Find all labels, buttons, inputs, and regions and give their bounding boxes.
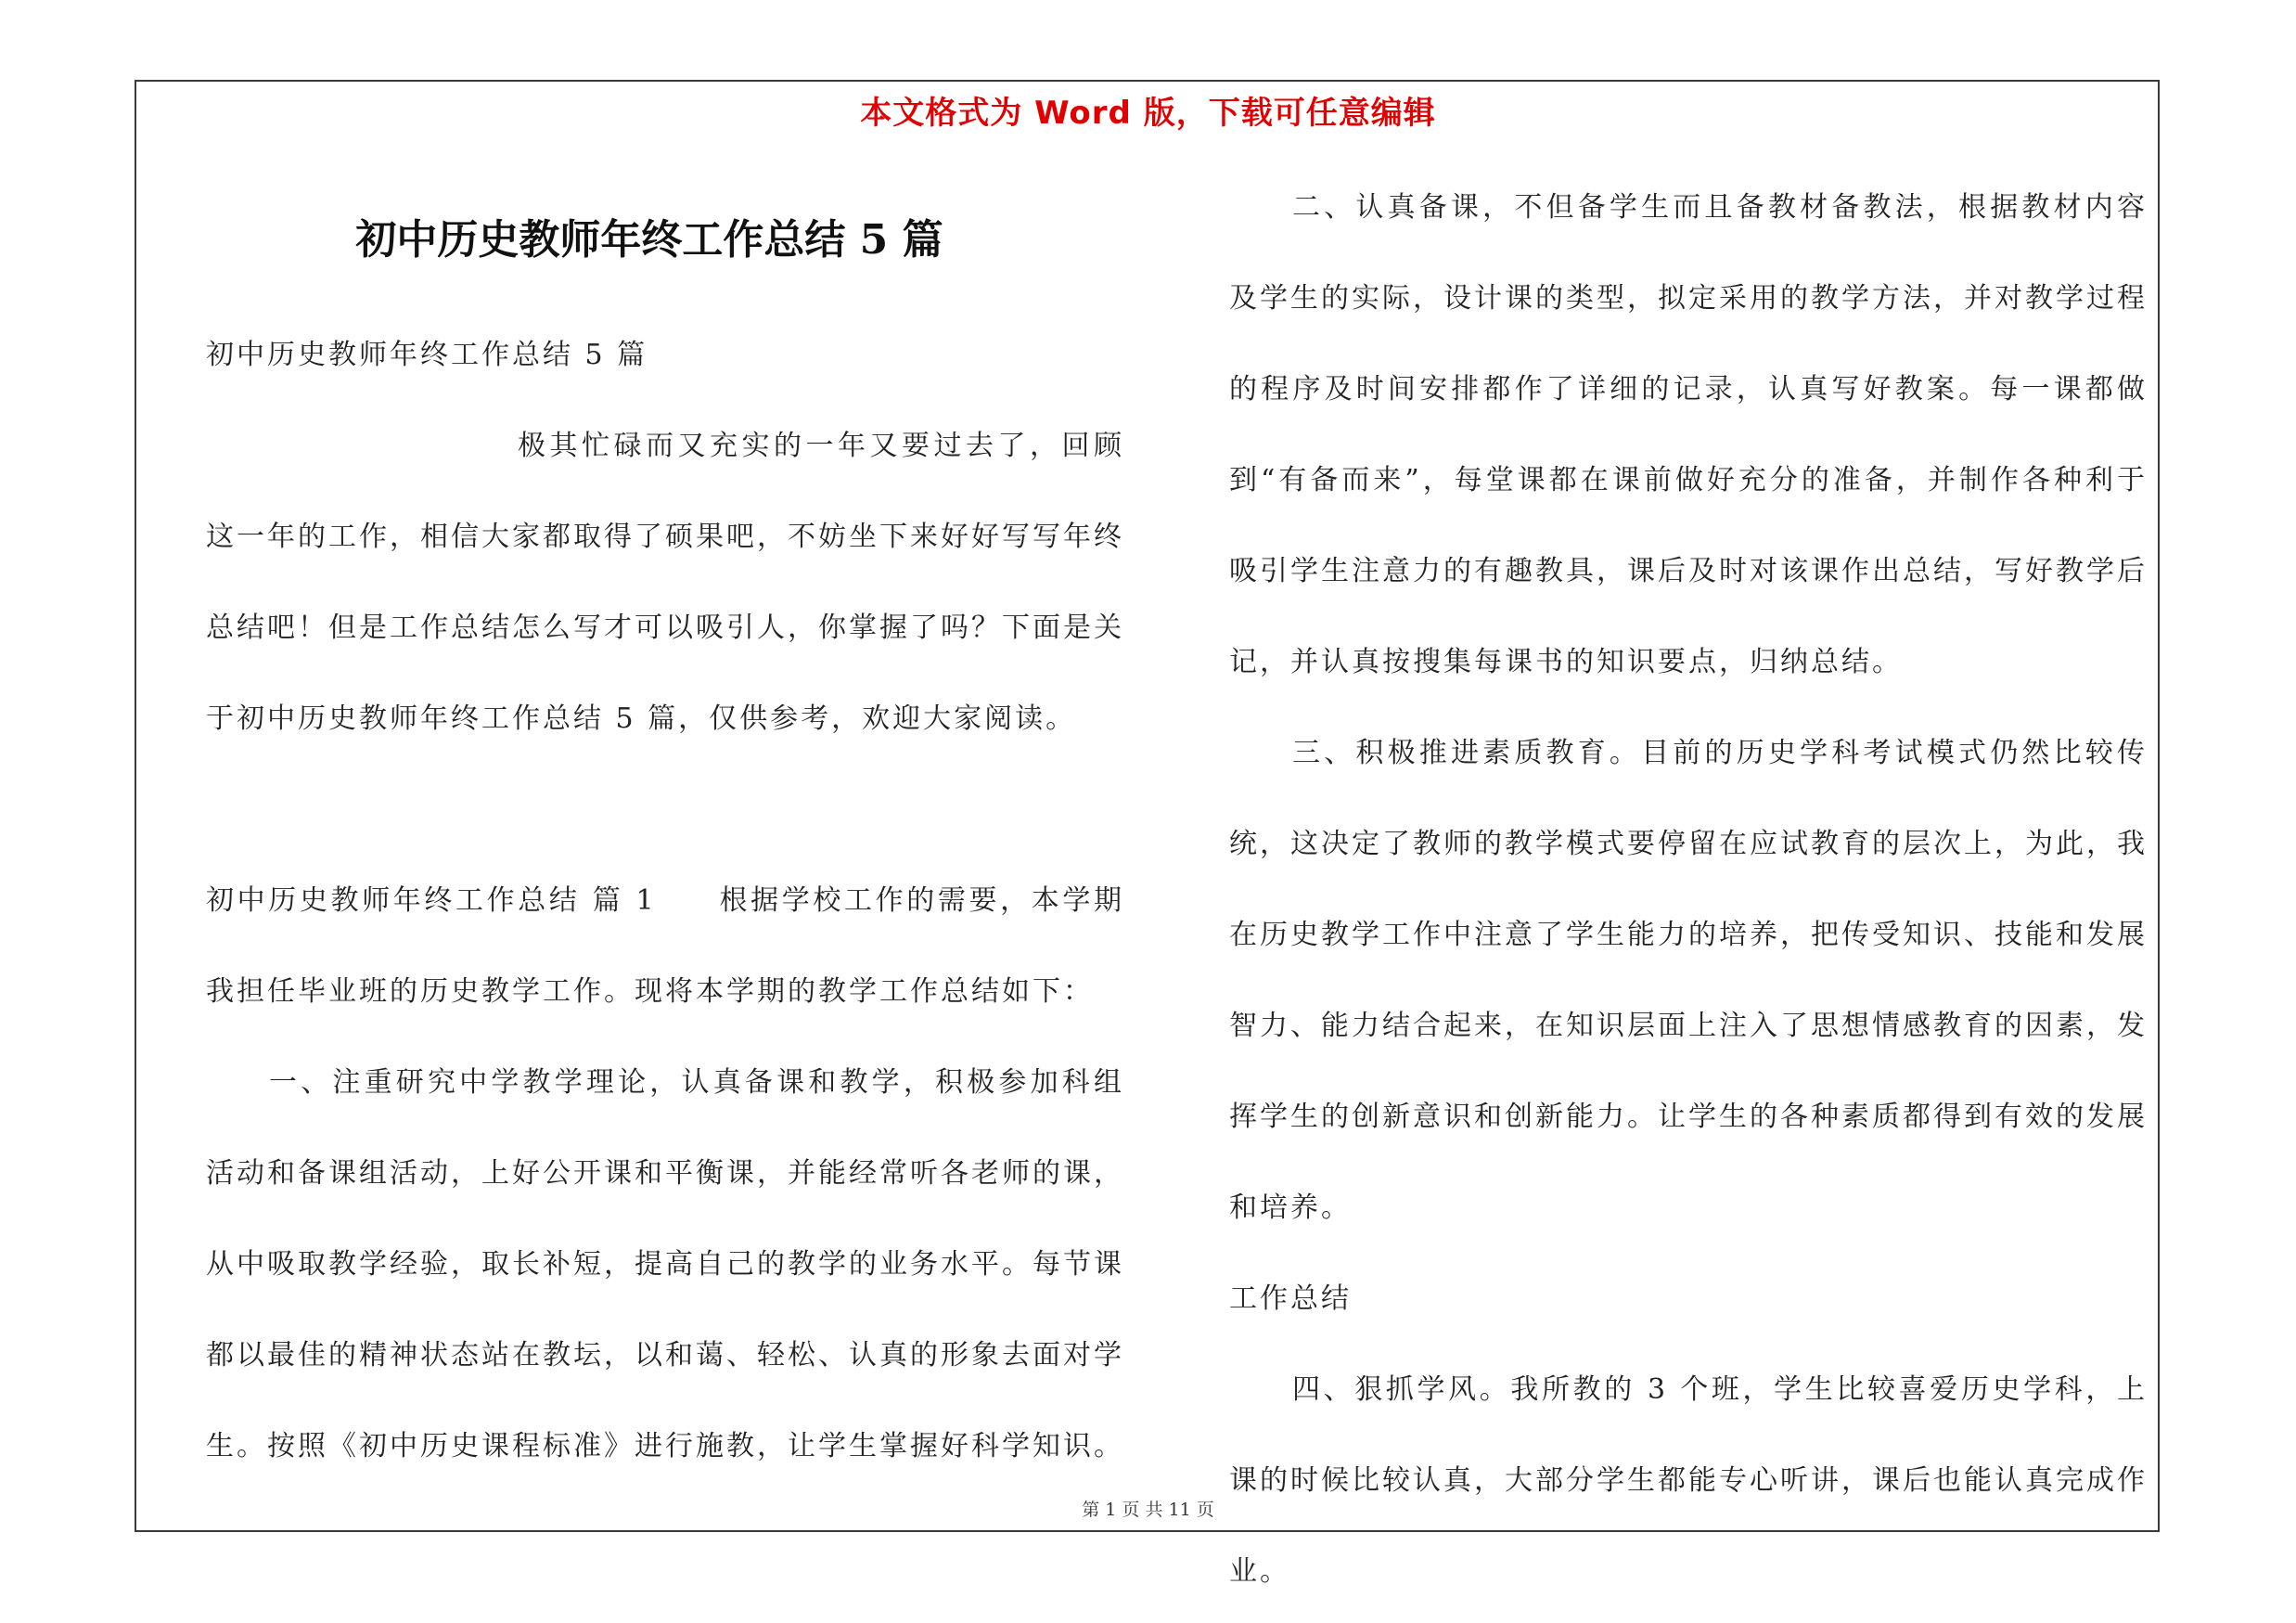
point-two-paragraph: 二、认真备课，不但备学生而且备教材备教法，根据教材内容及学生的实际，设计课的类型，拟定采用的教学方法，并对教学过程的程序及时间安排都作了详细的记录，认真写好教案。每一课都做到“有备而来”，每堂课都在课前做好充分的准备，并制作各种利于吸引学生注意力的有趣教具，课后及时对该课作出总结，写好教学后记，并认真按搜集每课书的知识要点，归纳总结。: [1229, 191, 2148, 678]
subtitle-paragraph: 初中历史教师年终工作总结 5 篇: [206, 339, 648, 371]
banner-text: 本文格式为 Word 版，下载可任意编辑: [860, 95, 1436, 132]
point-one-paragraph: 一、注重研究中学教学理论，认真备课和教学，积极参加科组活动和备课组活动，上好公开课和平衡课，并能经常听各老师的课，从中吸取教学经验，取长补短，提高自己的教学的业务水平。每节课都以最佳的精神状态站在教坛，以和蔼、轻松、认真的形象去面对学生。按照《初中历史课程标准》进行施教，让学生掌握好科学知识。: [206, 1066, 1124, 1462]
intro-paragraph: 极其忙碌而又充实的一年又要过去了，回顾这一年的工作，相信大家都取得了硕果吧，不妨坐下来好好写写年终总结吧！但是工作总结怎么写才可以吸引人，你掌握了吗？下面是关于初中历史教师年终工作总结 5 篇，仅供参考，欢迎大家阅读。: [206, 430, 1124, 735]
word-format-banner: [0, 87, 2296, 133]
point-four-paragraph: 四、狠抓学风。我所教的 3 个班，学生比较喜爱历史学科，上课的时候比较认真，大部分学生都能专心听讲，课后也能认真完成作业。: [1229, 1373, 2148, 1588]
page-number-footer: 第 1 页 共 11 页: [1082, 1500, 1214, 1520]
document-title: 初中历史教师年终工作总结 5 篇: [355, 216, 943, 264]
part-one-heading-paragraph: 初中历史教师年终工作总结 篇 1 根据学校工作的需要，本学期我担任毕业班的历史教学工作。现将本学期的教学工作总结如下：: [206, 884, 1124, 1008]
right-text-column: [1229, 162, 2148, 1617]
summary-label: 工作总结: [1229, 1282, 1352, 1315]
left-text-column: [206, 310, 1124, 1492]
paragraph-spacer: [206, 765, 1124, 856]
point-three-paragraph: 三、积极推进素质教育。目前的历史学科考试模式仍然比较传统，这决定了教师的教学模式要停留在应试教育的层次上，为此，我在历史教学工作中注意了学生能力的培养，把传受知识、技能和发展智力、能力结合起来，在知识层面上注入了思想情感教育的因素，发挥学生的创新意识和创新能力。让学生的各种素质都得到有效的发展和培养。: [1229, 737, 2148, 1224]
